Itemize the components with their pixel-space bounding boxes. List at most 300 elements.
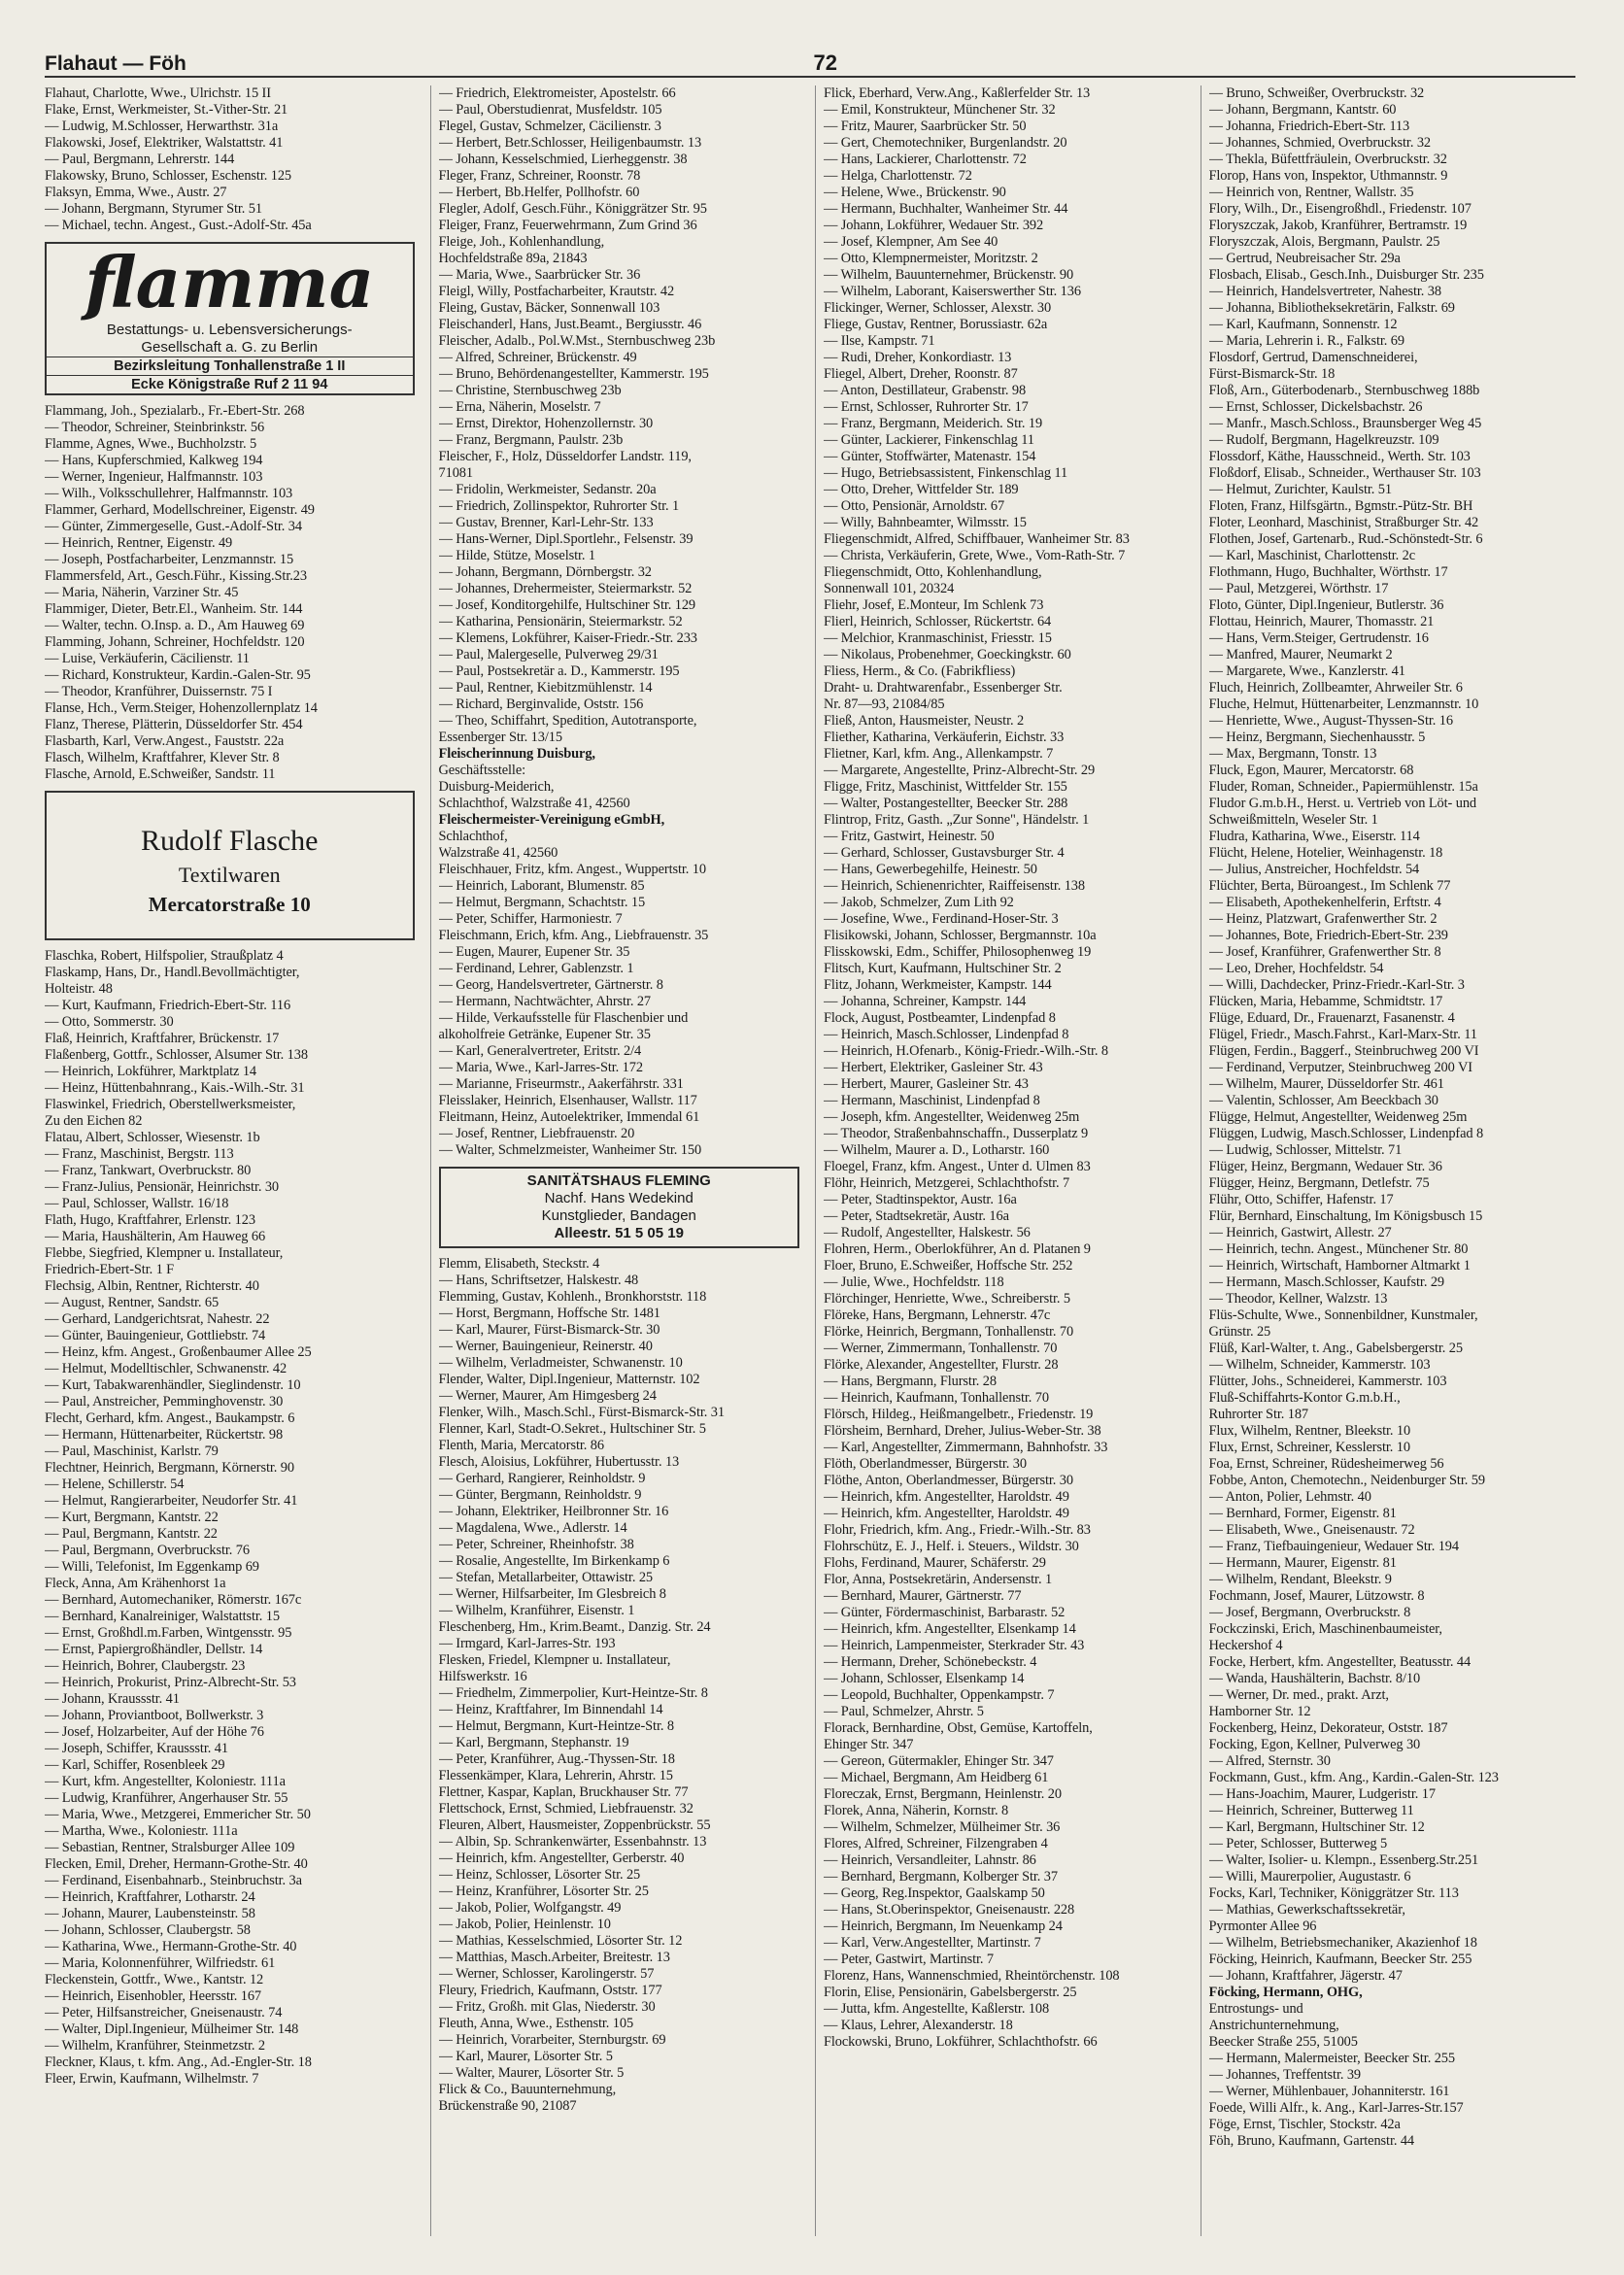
directory-entry: Flettschock, Ernst, Schmied, Liebfrauenstr. 32 — [438, 1801, 694, 1817]
directory-entry: — Mathias, Gewerkschaftssekretär, — [1208, 1902, 1405, 1918]
directory-entry: — Hans, St.Oberinspektor, Gneisenaustr. 228 — [824, 1902, 1075, 1918]
directory-entry: Flintrop, Fritz, Gasth. „Zur Sonne", Händelstr. 1 — [824, 812, 1090, 828]
directory-entry: Flickinger, Werner, Schlosser, Alexstr. 30 — [824, 300, 1052, 316]
directory-entry: — Walter, Isolier- u. Klempn., Essenberg.Str.251 — [1208, 1852, 1479, 1868]
directory-entry: — Johann, Elektriker, Heilbronner Str. 16 — [438, 1504, 669, 1519]
directory-entry: Focking, Egon, Kellner, Pulverweg 30 — [1208, 1737, 1421, 1752]
directory-entry: — Wilhelm, Bauunternehmer, Brückenstr. 90 — [824, 267, 1074, 283]
directory-entry: — Johann, Kesselschmied, Lierheggenstr. 38 — [438, 152, 688, 167]
directory-entry: — Hermann, Maurer, Eigenstr. 81 — [1208, 1555, 1397, 1571]
directory-entry: — Maria, Wwe., Karl-Jarres-Str. 172 — [438, 1060, 643, 1075]
directory-entry: Flüggen, Ludwig, Masch.Schlosser, Lindenpfad 8 — [1208, 1126, 1484, 1141]
directory-entry: Floryszczak, Jakob, Kranführer, Bertramstr. 19 — [1208, 218, 1468, 233]
directory-entry: — Hermann, Masch.Schlosser, Kaufstr. 29 — [1208, 1274, 1445, 1290]
directory-entry: Schlachthof, — [438, 829, 508, 844]
directory-entry: — Wilhelm, Kranführer, Steinmetzstr. 2 — [45, 2038, 265, 2054]
directory-entry: — Walter, Postangestellter, Beecker Str. 288 — [824, 796, 1068, 811]
directory-entry: — Franz, Bergmann, Meiderich. Str. 19 — [824, 416, 1043, 431]
directory-entry: Florin, Elise, Pensionärin, Gabelsbergerstr. 25 — [824, 1985, 1077, 2000]
directory-entry: — Elisabeth, Apothekenhelferin, Erftstr. 4 — [1208, 895, 1441, 910]
directory-entry: — Maria, Wwe., Saarbrücker Str. 36 — [438, 267, 641, 283]
directory-entry: — Willi, Dachdecker, Prinz-Friedr.-Karl-Str. 3 — [1208, 977, 1465, 993]
directory-entry: — Richard, Konstrukteur, Kardin.-Galen-Str. 95 — [45, 667, 311, 683]
directory-entry: Flory, Wilh., Dr., Eisengroßhdl., Friedenstr. 107 — [1208, 201, 1472, 217]
directory-entry: Fleckenstein, Gottfr., Wwe., Kantstr. 12 — [45, 1972, 264, 1987]
directory-entry: Flosdorf, Gertrud, Damenschneiderei, — [1208, 350, 1418, 365]
directory-entry: Fliegenschmidt, Otto, Kohlenhandlung, — [824, 564, 1042, 580]
directory-entry: — Josef, Holzarbeiter, Auf der Höhe 76 — [45, 1724, 264, 1740]
directory-entry: — Johann, Schlosser, Claubergstr. 58 — [45, 1922, 251, 1938]
directory-entry: Flammersfeld, Art., Gesch.Führ., Kissing.Str.23 — [45, 568, 307, 584]
directory-entry: — Paul, Bergmann, Lehrerstr. 144 — [45, 152, 235, 167]
directory-entry: Flisskowski, Edm., Schiffer, Philosophenweg 19 — [824, 944, 1092, 960]
directory-entry: — Hans-Werner, Dipl.Sportlehr., Felsenstr. 39 — [438, 531, 694, 547]
flamma-ad — [45, 242, 415, 395]
directory-entry: — Hugo, Betriebsassistent, Finkenschlag 11 — [824, 465, 1068, 481]
directory-entry: — Otto, Pensionär, Arnoldstr. 67 — [824, 498, 1005, 514]
directory-entry: — Johannes, Drehermeister, Steiermarkstr. 52 — [438, 581, 693, 596]
directory-entry: — Franz, Bergmann, Paulstr. 23b — [438, 432, 624, 448]
directory-entry: — Hermann, Hüttenarbeiter, Rückertstr. 98 — [45, 1427, 284, 1443]
page-header — [45, 43, 1575, 78]
directory-entry: Flörke, Alexander, Angestellter, Flurstr. 28 — [824, 1357, 1059, 1373]
directory-entry: — Ludwig, Schlosser, Mittelstr. 71 — [1208, 1142, 1403, 1158]
directory-entry: Fliege, Gustav, Rentner, Borussiastr. 62a — [824, 317, 1048, 332]
directory-entry: — Theodor, Straßenbahnschaffn., Dusserplatz 9 — [824, 1126, 1089, 1141]
directory-entry: — Friedrich, Elektromeister, Apostelstr. 66 — [438, 85, 676, 101]
entry-list — [439, 1256, 806, 2115]
directory-entry: Anstrichunternehmung, — [1208, 2018, 1339, 2033]
directory-entry: Essenberger Str. 13/15 — [438, 730, 562, 745]
directory-entry: — Heinz, Hüttenbahnrang., Kais.-Wilh.-Str. 31 — [45, 1080, 305, 1096]
directory-entry: — Valentin, Schlosser, Am Beeckbach 30 — [1208, 1093, 1438, 1108]
directory-entry: — Otto, Dreher, Wittfelder Str. 189 — [824, 482, 1019, 497]
directory-entry: — Heinz, Schlosser, Lösorter Str. 25 — [438, 1867, 641, 1883]
directory-entry: — Bernhard, Bergmann, Kolberger Str. 37 — [824, 1869, 1058, 1885]
directory-entry: Fliehr, Josef, E.Monteur, Im Schlenk 73 — [824, 597, 1044, 613]
directory-entry: — Georg, Reg.Inspektor, Gaalskamp 50 — [824, 1885, 1045, 1901]
directory-entry: — Theodor, Kellner, Walzstr. 13 — [1208, 1291, 1388, 1307]
directory-entry: Föge, Ernst, Tischler, Stockstr. 42a — [1208, 2117, 1401, 2132]
directory-entry: Floer, Bruno, E.Schweißer, Hoffsche Str. 252 — [824, 1258, 1073, 1273]
directory-entry: Fleischmann, Erich, kfm. Ang., Liebfrauenstr. 35 — [438, 928, 709, 943]
directory-entry: Flores, Alfred, Schreiner, Filzengraben 4 — [824, 1836, 1048, 1851]
directory-entry: — Johanna, Bibliotheksekretärin, Falkstr. 69 — [1208, 300, 1455, 316]
directory-entry: Flanse, Hch., Verm.Steiger, Hohenzollernplatz 14 — [45, 700, 318, 716]
directory-entry: Flaksyn, Emma, Wwe., Austr. 27 — [45, 185, 227, 200]
directory-entry: Flüge, Eduard, Dr., Frauenarzt, Fasanenstr. 4 — [1208, 1010, 1455, 1026]
directory-entry: — Heinrich, Lokführer, Marktplatz 14 — [45, 1064, 257, 1079]
directory-entry: Flöthe, Anton, Oberlandmesser, Bürgerstr. 30 — [824, 1473, 1073, 1488]
directory-entry: — Heinz, Platzwart, Grafenwerther Str. 2 — [1208, 911, 1438, 927]
entry-list — [45, 403, 421, 783]
directory-entry: — Christa, Verkäuferin, Grete, Wwe., Vom-Rath-Str. 7 — [824, 548, 1126, 563]
directory-entry: Fleischhauer, Fritz, kfm. Angest., Wuppertstr. 10 — [438, 862, 706, 877]
directory-entry: — Herbert, Elektriker, Gasleiner Str. 43 — [824, 1060, 1043, 1075]
directory-entry: Floegel, Franz, kfm. Angest., Unter d. Ulmen 83 — [824, 1159, 1091, 1174]
directory-entry: — Gerhard, Rangierer, Reinholdstr. 9 — [438, 1471, 646, 1486]
directory-entry: Flemm, Elisabeth, Steckstr. 4 — [438, 1256, 600, 1272]
directory-entry: — Heinz, Kraftfahrer, Im Binnendahl 14 — [438, 1702, 663, 1717]
directory-entry: Draht- u. Drahtwarenfabr., Essenberger Str. — [824, 680, 1063, 696]
directory-entry: — Josef, Konditorgehilfe, Hultschiner Str. 129 — [438, 597, 696, 613]
directory-entry: Flierl, Heinrich, Schlosser, Rückertstr. 64 — [824, 614, 1052, 629]
directory-entry: — Willy, Bahnbeamter, Wilmsstr. 15 — [824, 515, 1027, 530]
directory-entry: — Werner, Zimmermann, Tonhallenstr. 70 — [824, 1341, 1058, 1356]
directory-entry: Flasche, Arnold, E.Schweißer, Sandstr. 11 — [45, 766, 276, 782]
directory-entry: Heckershof 4 — [1208, 1638, 1283, 1653]
directory-entry: — Martha, Wwe., Koloniestr. 111a — [45, 1823, 238, 1839]
directory-entry: 71081 — [438, 465, 473, 481]
directory-entry: — Heinrich, Prokurist, Prinz-Albrecht-Str. 53 — [45, 1675, 296, 1690]
directory-entry: Flohren, Herm., Oberlokführer, An d. Platanen 9 — [824, 1241, 1091, 1257]
directory-entry: Flammang, Joh., Spezialarb., Fr.-Ebert-Str. 268 — [45, 403, 305, 419]
directory-entry: Flux, Wilhelm, Rentner, Bleekstr. 10 — [1208, 1423, 1411, 1439]
directory-entry: Flaßenberg, Gottfr., Schlosser, Alsumer Str. 138 — [45, 1047, 308, 1063]
directory-entry: — Heinrich, Lampenmeister, Sterkrader Str. 43 — [824, 1638, 1085, 1653]
column-4 — [1201, 85, 1576, 2236]
directory-entry: — August, Rentner, Sandstr. 65 — [45, 1295, 220, 1310]
directory-entry: Fochmann, Josef, Maurer, Lützowstr. 8 — [1208, 1588, 1425, 1604]
directory-entry: Flockowski, Bruno, Lokführer, Schlachthofstr. 66 — [824, 2034, 1098, 2050]
directory-entry: — Elisabeth, Wwe., Gneisenaustr. 72 — [1208, 1522, 1415, 1538]
directory-entry: — Maria, Lehrerin i. R., Falkstr. 69 — [1208, 333, 1404, 349]
directory-entry: — Heinrich, Laborant, Blumenstr. 85 — [438, 878, 645, 894]
directory-entry: — Anton, Polier, Lehmstr. 40 — [1208, 1489, 1371, 1505]
directory-entry: Flür, Bernhard, Einschaltung, Im Königsbusch 15 — [1208, 1208, 1483, 1224]
directory-entry: Fobbe, Anton, Chemotechn., Neidenburger Str. 59 — [1208, 1473, 1485, 1488]
directory-entry: — Ferdinand, Lehrer, Gablenzstr. 1 — [438, 961, 634, 976]
directory-entry: — Heinrich, Rentner, Eigenstr. 49 — [45, 535, 233, 551]
directory-entry: — Heinrich, kfm. Angestellter, Haroldstr. 49 — [824, 1506, 1069, 1521]
directory-entry: Fürst-Bismarck-Str. 18 — [1208, 366, 1336, 382]
flamma-logo: flamma — [85, 241, 375, 323]
directory-entry: Fockczinski, Erich, Maschinenbaumeister, — [1208, 1621, 1442, 1637]
directory-entry: — Karl, Bergmann, Stephanstr. 19 — [438, 1735, 629, 1750]
directory-entry: Fleer, Erwin, Kaufmann, Wilhelmstr. 7 — [45, 2071, 259, 2087]
directory-entry: — Wilhelm, Maurer a. D., Lotharstr. 160 — [824, 1142, 1050, 1158]
directory-entry: — Johann, Maurer, Laubensteinstr. 58 — [45, 1906, 255, 1921]
directory-entry: — Kurt, kfm. Angestellter, Koloniestr. 111a — [45, 1774, 286, 1789]
directory-entry: — Erna, Näherin, Moselstr. 7 — [438, 399, 601, 415]
directory-entry: — Wanda, Haushälterin, Bachstr. 8/10 — [1208, 1671, 1421, 1686]
directory-entry: — Jakob, Polier, Wolfgangstr. 49 — [438, 1900, 622, 1916]
directory-entry: — Hermann, Maschinist, Lindenpfad 8 — [824, 1093, 1040, 1108]
directory-entry: — Wilhelm, Schneider, Kammerstr. 103 — [1208, 1357, 1431, 1373]
directory-entry: Föcking, Hermann, OHG, — [1208, 1985, 1363, 2000]
directory-entry: — Joseph, kfm. Angestellter, Weidenweg 25m — [824, 1109, 1080, 1125]
directory-entry: — Hans, Kupferschmied, Kalkweg 194 — [45, 453, 263, 468]
directory-entry: — Günter, Bergmann, Reinholdstr. 9 — [438, 1487, 642, 1503]
directory-entry: — Fridolin, Werkmeister, Sedanstr. 20a — [438, 482, 657, 497]
directory-entry: Flöhr, Heinrich, Metzgerei, Schlachthofstr. 7 — [824, 1175, 1070, 1191]
directory-entry: — Alfred, Sternstr. 30 — [1208, 1753, 1331, 1769]
directory-entry: — Ernst, Großhdl.m.Farben, Wintgensstr. 95 — [45, 1625, 292, 1641]
directory-entry: Friedrich-Ebert-Str. 1 F — [45, 1262, 175, 1277]
directory-entry: — Joseph, Schiffer, Kraussstr. 41 — [45, 1741, 228, 1756]
directory-entry: — Ernst, Direktor, Hohenzollernstr. 30 — [438, 416, 654, 431]
directory-entry: — Paul, Bergmann, Overbruckstr. 76 — [45, 1543, 250, 1558]
directory-entry: Focke, Herbert, kfm. Angestellter, Beatusstr. 44 — [1208, 1654, 1472, 1670]
directory-entry: — Hermann, Malermeister, Beecker Str. 255 — [1208, 2051, 1455, 2066]
directory-entry: Fliegenschmidt, Alfred, Schiffbauer, Wanheimer Str. 83 — [824, 531, 1130, 547]
directory-entry: Flor, Anna, Postsekretärin, Andersenstr. 1 — [824, 1572, 1053, 1587]
directory-entry: — Heinrich, Bohrer, Claubergstr. 23 — [45, 1658, 246, 1674]
directory-entry: Flaswinkel, Friedrich, Oberstellwerksmeister, — [45, 1097, 296, 1112]
directory-entry: — Ferdinand, Eisenbahnarb., Steinbruchstr. 3a — [45, 1873, 302, 1888]
directory-entry: — Bruno, Schweißer, Overbruckstr. 32 — [1208, 85, 1425, 101]
directory-entry: Fleiger, Franz, Feuerwehrmann, Zum Grind 36 — [438, 218, 697, 233]
directory-entry: Floten, Franz, Hilfsgärtn., Bgmstr.-Pütz-Str. BH — [1208, 498, 1473, 514]
directory-entry: — Paul, Metzgerei, Wörthstr. 17 — [1208, 581, 1389, 596]
directory-entry: Flenth, Maria, Mercatorstr. 86 — [438, 1438, 604, 1453]
directory-entry: — Heinrich, kfm. Angestellter, Haroldstr. 49 — [824, 1489, 1069, 1505]
directory-entry: — Karl, Verw.Angestellter, Martinstr. 7 — [824, 1935, 1041, 1951]
directory-entry: Flanz, Therese, Plätterin, Düsseldorfer Str. 454 — [45, 717, 303, 732]
directory-entry: Holteistr. 48 — [45, 981, 113, 997]
directory-entry: — Theodor, Schreiner, Steinbrinkstr. 56 — [45, 420, 265, 435]
directory-entry: — Johann, Kraussstr. 41 — [45, 1691, 180, 1707]
directory-entry: — Fritz, Großh. mit Glas, Niederstr. 30 — [438, 1999, 656, 2015]
directory-entry: Fluche, Helmut, Hüttenarbeiter, Lenzmannstr. 10 — [1208, 696, 1479, 712]
directory-entry: — Heinrich, Bergmann, Im Neuenkamp 24 — [824, 1918, 1063, 1934]
directory-entry: Flüger, Heinz, Bergmann, Wedauer Str. 36 — [1208, 1159, 1442, 1174]
directory-entry: Schlachthof, Walzstraße 41, 42560 — [438, 796, 630, 811]
directory-entry: — Helmut, Modelltischler, Schwanenstr. 42 — [45, 1361, 288, 1376]
directory-entry: Sonnenwall 101, 20324 — [824, 581, 955, 596]
directory-entry: — Ludwig, M.Schlosser, Herwarthstr. 31a — [45, 119, 279, 134]
directory-entry: — Manfr., Masch.Schloss., Braunsberger Weg 45 — [1208, 416, 1482, 431]
directory-entry: Flügger, Heinz, Bergmann, Detlefstr. 75 — [1208, 1175, 1430, 1191]
directory-entry: Flesch, Aloisius, Lokführer, Hubertusstr. 13 — [438, 1454, 680, 1470]
directory-entry: — Irmgard, Karl-Jarres-Str. 193 — [438, 1636, 616, 1651]
flamma-line: Gesellschaft a. G. zu Berlin — [141, 339, 319, 356]
directory-entry: Flechtner, Heinrich, Bergmann, Körnerstr. 90 — [45, 1460, 294, 1476]
directory-entry: Flenner, Karl, Stadt-O.Sekret., Hultschiner Str. 5 — [438, 1421, 706, 1437]
directory-entry: — Peter, Schreiner, Rheinhofstr. 38 — [438, 1537, 634, 1552]
directory-entry: Flörchinger, Henriette, Wwe., Schreiberstr. 5 — [824, 1291, 1071, 1307]
directory-entry: — Maria, Haushälterin, Am Hauweg 66 — [45, 1229, 266, 1244]
entry-list — [824, 85, 1191, 2051]
directory-entry: — Georg, Handelsvertreter, Gärtnerstr. 8 — [438, 977, 663, 993]
directory-entry: Flitz, Johann, Werkmeister, Kampstr. 144 — [824, 977, 1052, 993]
directory-entry: — Josef, Rentner, Liebfrauenstr. 20 — [438, 1126, 635, 1141]
directory-entry: — Heinrich, Gastwirt, Allestr. 27 — [1208, 1225, 1392, 1240]
directory-entry: — Karl, Angestellter, Zimmermann, Bahnhofstr. 33 — [824, 1440, 1108, 1455]
directory-entry: — Werner, Hilfsarbeiter, Im Glesbreich 8 — [438, 1586, 666, 1602]
directory-entry: — Karl, Maschinist, Charlottenstr. 2c — [1208, 548, 1416, 563]
directory-entry: — Werner, Ingenieur, Halfmannstr. 103 — [45, 469, 263, 485]
page-number: 72 — [813, 51, 837, 75]
directory-entry: Flecht, Gerhard, kfm. Angest., Baukampstr. 6 — [45, 1410, 295, 1426]
directory-entry: — Helmut, Bergmann, Kurt-Heintze-Str. 8 — [438, 1718, 674, 1734]
directory-entry: Flamme, Agnes, Wwe., Buchholzstr. 5 — [45, 436, 257, 452]
directory-entry: — Emil, Konstrukteur, Münchener Str. 32 — [824, 102, 1056, 118]
directory-entry: — Jakob, Schmelzer, Zum Lith 92 — [824, 895, 1014, 910]
directory-entry: — Otto, Sommerstr. 30 — [45, 1014, 174, 1030]
directory-entry: Flechsig, Albin, Rentner, Richterstr. 40 — [45, 1278, 259, 1294]
directory-entry: — Walter, Dipl.Ingenieur, Mülheimer Str. 148 — [45, 2021, 299, 2037]
directory-entry: Foa, Ernst, Schreiner, Rüdesheimerweg 56 — [1208, 1456, 1444, 1472]
directory-entry: — Magdalena, Wwe., Adlerstr. 14 — [438, 1520, 627, 1536]
directory-entry: — Heinrich, Schreiner, Butterweg 11 — [1208, 1803, 1414, 1818]
entry-list — [439, 85, 806, 746]
directory-entry: — Margarete, Angestellte, Prinz-Albrecht-Str. 29 — [824, 763, 1096, 778]
directory-entry: Fluder, Roman, Schneider., Papiermühlenstr. 15a — [1208, 779, 1478, 795]
directory-entry: Floß, Arn., Güterbodenarb., Sternbuschweg 188b — [1208, 383, 1480, 398]
directory-entry: Fleischer, Adalb., Pol.W.Mst., Sternbuschweg 23b — [438, 333, 716, 349]
directory-entry: — Johanna, Friedrich-Ebert-Str. 113 — [1208, 119, 1410, 134]
directory-entry: Floßdorf, Elisab., Schneider., Werthauser Str. 103 — [1208, 465, 1481, 481]
directory-entry: Focks, Karl, Techniker, Königgrätzer Str. 113 — [1208, 1885, 1459, 1901]
directory-entry: — Peter, Schiffer, Harmoniestr. 7 — [438, 911, 623, 927]
directory-entry: — Bernhard, Maurer, Gärtnerstr. 77 — [824, 1588, 1022, 1604]
directory-entry: Flick, Eberhard, Verw.Ang., Kaßlerfelder Str. 13 — [824, 85, 1091, 101]
directory-entry: — Wilhelm, Maurer, Düsseldorfer Str. 461 — [1208, 1076, 1444, 1092]
directory-entry: Flesken, Friedel, Klempner u. Installateur, — [438, 1652, 671, 1668]
directory-entry: — Wilhelm, Rendant, Bleekstr. 9 — [1208, 1572, 1392, 1587]
entry-list — [45, 85, 421, 234]
directory-entry: Fluch, Heinrich, Zollbeamter, Ahrweiler Str. 6 — [1208, 680, 1463, 696]
directory-entry: Fockmann, Gust., kfm. Ang., Kardin.-Galen-Str. 123 — [1208, 1770, 1499, 1785]
directory-entry: — Herbert, Maurer, Gasleiner Str. 43 — [824, 1076, 1029, 1092]
directory-entry: Flütter, Johs., Schneiderei, Kammerstr. 103 — [1208, 1374, 1447, 1389]
directory-entry: — Helga, Charlottenstr. 72 — [824, 168, 972, 184]
directory-entry: — Max, Bergmann, Tonstr. 13 — [1208, 746, 1377, 762]
directory-entry: — Thekla, Büfettfräulein, Overbruckstr. 32 — [1208, 152, 1447, 167]
directory-entry: Flothen, Josef, Gartenarb., Rud.-Schönstedt-Str. 6 — [1208, 531, 1483, 547]
directory-entry: — Paul, Schlosser, Wallstr. 16/18 — [45, 1196, 229, 1211]
directory-entry: — Ernst, Schlosser, Ruhrorter Str. 17 — [824, 399, 1029, 415]
directory-entry: — Karl, Kaufmann, Sonnenstr. 12 — [1208, 317, 1398, 332]
directory-entry: — Rudolf, Bergmann, Hagelkreuzstr. 109 — [1208, 432, 1439, 448]
directory-entry: Flitsch, Kurt, Kaufmann, Hultschiner Str. 2 — [824, 961, 1062, 976]
entry-list — [439, 746, 806, 1159]
directory-entry: — Heinrich, Versandleiter, Lahnstr. 86 — [824, 1852, 1036, 1868]
directory-entry: — Mathias, Kesselschmied, Lösorter Str. 12 — [438, 1933, 683, 1949]
directory-entry: — Marianne, Friseurmstr., Aakerfährstr. 331 — [438, 1076, 684, 1092]
directory-entry: — Manfred, Maurer, Neumarkt 2 — [1208, 647, 1393, 662]
directory-entry: Ruhrorter Str. 187 — [1208, 1407, 1309, 1422]
directory-entry: Flosbach, Elisab., Gesch.Inh., Duisburger Str. 235 — [1208, 267, 1484, 283]
fleming-title: SANITÄTSHAUS FLEMING — [526, 1172, 711, 1189]
directory-entry: Walzstraße 41, 42560 — [438, 845, 558, 861]
directory-entry: — Günter, Lackierer, Finkenschlag 11 — [824, 432, 1034, 448]
directory-entry: — Margarete, Wwe., Kanzlerstr. 41 — [1208, 663, 1405, 679]
directory-entry: — Heinrich, Vorarbeiter, Sternburgstr. 69 — [438, 2032, 666, 2048]
directory-entry: — Katharina, Pensionärin, Steiermarkstr. 52 — [438, 614, 683, 629]
directory-entry: — Ludwig, Kranführer, Angerhauser Str. 55 — [45, 1790, 288, 1806]
directory-entry: — Werner, Mühlenbauer, Johanniterstr. 161 — [1208, 2084, 1450, 2099]
directory-entry: — Werner, Dr. med., prakt. Arzt, — [1208, 1687, 1389, 1703]
directory-entry: Fleuren, Albert, Hausmeister, Zoppenbrückstr. 55 — [438, 1817, 711, 1833]
directory-entry: Fleischerinnung Duisburg, — [438, 746, 595, 762]
directory-entry: — Luise, Verkäuferin, Cäcilienstr. 11 — [45, 651, 250, 666]
directory-entry: Flamming, Johann, Schreiner, Hochfeldstr. 120 — [45, 634, 305, 650]
directory-entry: — Josef, Klempner, Am See 40 — [824, 234, 998, 250]
directory-entry: Floryszczak, Alois, Bergmann, Paulstr. 25 — [1208, 234, 1440, 250]
directory-entry: Flemming, Gustav, Kohlenh., Bronkhorststr. 118 — [438, 1289, 707, 1305]
directory-entry: — Heinrich, H.Ofenarb., König-Friedr.-Wilh.-Str. 8 — [824, 1043, 1108, 1059]
directory-entry: Flohs, Ferdinand, Maurer, Schäferstr. 29 — [824, 1555, 1046, 1571]
directory-entry: Hochfeldstraße 89a, 21843 — [438, 251, 588, 266]
directory-entry: Flakowsky, Bruno, Schlosser, Eschenstr. 125 — [45, 168, 292, 184]
directory-entry: Fliegel, Albert, Dreher, Roonstr. 87 — [824, 366, 1018, 382]
directory-entry: — Michael, techn. Angest., Gust.-Adolf-Str. 45a — [45, 218, 312, 233]
directory-entry: Geschäftsstelle: — [438, 763, 526, 778]
directory-entry: — Peter, Kranführer, Aug.-Thyssen-Str. 18 — [438, 1751, 675, 1767]
directory-entry: — Josef, Kranführer, Grafenwerther Str. 8 — [1208, 944, 1441, 960]
directory-entry: — Heinrich, kfm. Angestellter, Gerberstr. 40 — [438, 1851, 685, 1866]
directory-entry: Floto, Günter, Dipl.Ingenieur, Butlerstr. 36 — [1208, 597, 1444, 613]
directory-entry: — Heinrich, Handelsvertreter, Nahestr. 38 — [1208, 284, 1441, 299]
flasche-trade: Textilwaren — [178, 863, 281, 887]
directory-entry: — Johann, Lokführer, Wedauer Str. 392 — [824, 218, 1044, 233]
directory-entry: — Julie, Wwe., Hochfeldstr. 118 — [824, 1274, 1004, 1290]
directory-entry: Flammiger, Dieter, Betr.El., Wanheim. Str. 144 — [45, 601, 303, 617]
directory-entry: Hamborner Str. 12 — [1208, 1704, 1311, 1719]
directory-entry: — Johann, Schlosser, Elsenkamp 14 — [824, 1671, 1025, 1686]
directory-entry: — Ernst, Papiergroßhändler, Dellstr. 14 — [45, 1642, 263, 1657]
directory-entry: — Gerhard, Landgerichtsrat, Nahestr. 22 — [45, 1311, 270, 1327]
directory-entry: Flossdorf, Käthe, Hausschneid., Werth. Str. 103 — [1208, 449, 1471, 464]
directory-entry: — Stefan, Metallarbeiter, Ottawistr. 25 — [438, 1570, 654, 1585]
directory-entry: Flock, August, Postbeamter, Lindenpfad 8 — [824, 1010, 1056, 1026]
directory-entry: Fleury, Friedrich, Kaufmann, Oststr. 177 — [438, 1983, 662, 1998]
directory-entry: — Peter, Stadtinspektor, Austr. 16a — [824, 1192, 1017, 1207]
directory-entry: Floter, Leonhard, Maschinist, Straßburger Str. 42 — [1208, 515, 1479, 530]
directory-entry: Flöreke, Hans, Bergmann, Lehnerstr. 47c — [824, 1307, 1051, 1323]
directory-entry: — Johann, Kraftfahrer, Jägerstr. 47 — [1208, 1968, 1403, 1984]
flasche-name: Rudolf Flasche — [141, 825, 319, 857]
directory-entry: — Paul, Rentner, Kiebitzmühlenstr. 14 — [438, 680, 653, 696]
directory-entry: — Albin, Sp. Schrankenwärter, Essenbahnstr. 13 — [438, 1834, 707, 1850]
directory-entry: — Werner, Schlosser, Karolingerstr. 57 — [438, 1966, 655, 1982]
directory-entry: Flaschka, Robert, Hilfspolier, Straußplatz 4 — [45, 948, 284, 964]
directory-entry: — Friedrich, Zollinspektor, Ruhrorter Str. 1 — [438, 498, 680, 514]
directory-entry: — Maria, Kolonnenführer, Wilfriedstr. 61 — [45, 1955, 276, 1971]
directory-entry: — Heinrich, Kraftfahrer, Lotharstr. 24 — [45, 1889, 255, 1905]
directory-entry: — Rudi, Dreher, Konkordiastr. 13 — [824, 350, 1012, 365]
directory-entry: — Wilhelm, Verladmeister, Schwanenstr. 10 — [438, 1355, 683, 1371]
directory-entry: — Hans, Schriftsetzer, Halskestr. 48 — [438, 1273, 639, 1288]
flamma-line: Bezirksleitung Tonhallenstraße 1 II — [47, 357, 413, 375]
fleming-ad — [439, 1167, 800, 1248]
directory-entry: — Karl, Bergmann, Hultschiner Str. 12 — [1208, 1819, 1425, 1835]
directory-entry: — Jakob, Polier, Heinlenstr. 10 — [438, 1917, 611, 1932]
directory-entry: — Karl, Maurer, Fürst-Bismarck-Str. 30 — [438, 1322, 660, 1338]
directory-entry: — Karl, Generalvertreter, Eritstr. 2/4 — [438, 1043, 642, 1059]
directory-entry: — Alfred, Schreiner, Brückenstr. 49 — [438, 350, 637, 365]
directory-entry: — Paul, Malergeselle, Pulverweg 29/31 — [438, 647, 659, 662]
directory-entry: Flühr, Otto, Schiffer, Hafenstr. 17 — [1208, 1192, 1394, 1207]
directory-entry: — Wilhelm, Betriebsmechaniker, Akazienhof 18 — [1208, 1935, 1477, 1951]
directory-entry: Flakowski, Josef, Elektriker, Walstattstr. 41 — [45, 135, 284, 151]
directory-entry: — Michael, Bergmann, Am Heidberg 61 — [824, 1770, 1049, 1785]
directory-entry: — Johanna, Schreiner, Kampstr. 144 — [824, 994, 1027, 1009]
directory-entry: Fliess, Herm., & Co. (Fabrikfliess) — [824, 663, 1016, 679]
directory-entry: — Hans, Gewerbegehilfe, Heinestr. 50 — [824, 862, 1037, 877]
directory-entry: — Helmut, Bergmann, Schachtstr. 15 — [438, 895, 646, 910]
directory-entry: — Franz-Julius, Pensionär, Heinrichstr. 30 — [45, 1179, 280, 1195]
column-2 — [430, 85, 806, 2236]
directory-entry: — Matthias, Masch.Arbeiter, Breitestr. 13 — [438, 1950, 670, 1965]
directory-entry: Flörsch, Hildeg., Heißmangelbetr., Friedenstr. 19 — [824, 1407, 1094, 1422]
directory-entry: — Johannes, Schmied, Overbruckstr. 32 — [1208, 135, 1432, 151]
directory-entry: — Theodor, Kranführer, Duissernstr. 75 I — [45, 684, 273, 699]
directory-entry: — Hilde, Verkaufsstelle für Flaschenbier und — [438, 1010, 689, 1026]
directory-entry: — Franz, Tankwart, Overbruckstr. 80 — [45, 1163, 252, 1178]
